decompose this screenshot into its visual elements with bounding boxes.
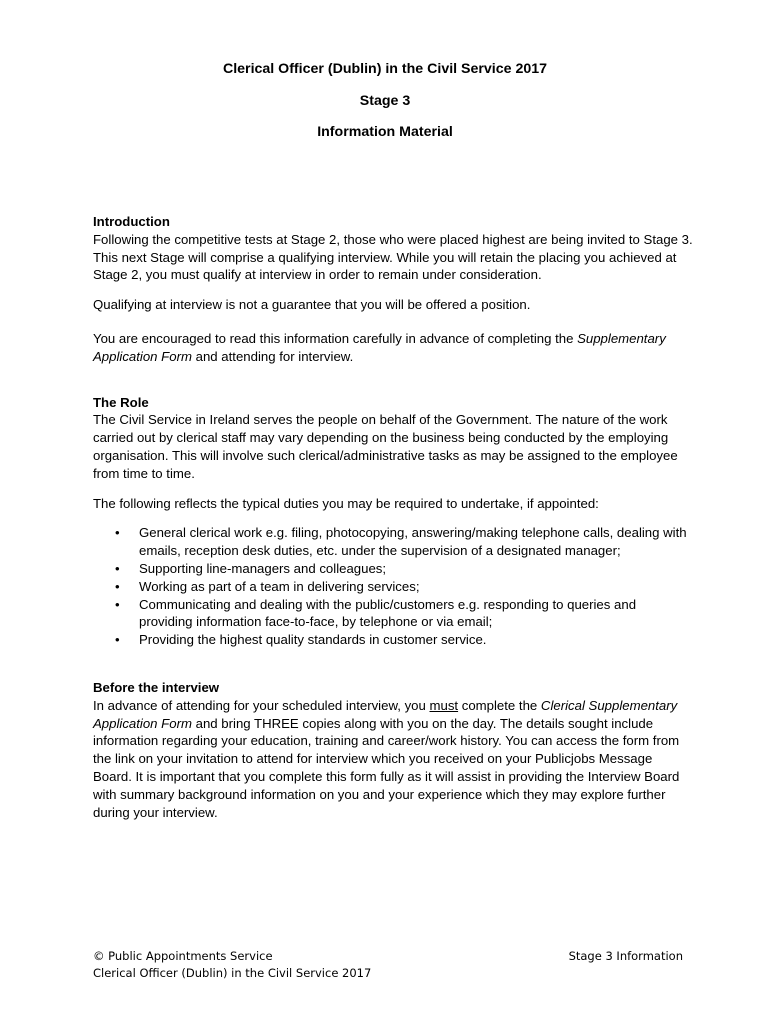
before-interview-text-3: and bring THREE copies along with you on the day. The details sought include information regarding your education, training and career/work history. You can access the form from the link on your invitation to attend for interview which you received on your Publicjobs Message Board. It is important that you complete this form fully as it will assist in providing the Interview Board with summary background information on you and your experience which they may explore further during your interview. xyxy=(93,715,680,820)
document-subtitle: Information Material xyxy=(317,124,453,140)
supplementary-form-name: Supplementary Application Form xyxy=(93,330,666,364)
duty-text: Supporting line-managers and colleagues; xyxy=(139,560,387,576)
list-item xyxy=(93,578,693,596)
duties-list xyxy=(93,524,693,649)
introduction-paragraph-2: Qualifying at interview is not a guarantee that you will be offered a position. xyxy=(93,297,531,313)
introduction-p3-start: You are encouraged to read this information carefully in advance of completing the xyxy=(93,330,578,346)
role-paragraph-2: The following reflects the typical duties you may be required to undertake, if appointed: xyxy=(93,495,599,511)
introduction-p3-end: and attending for interview. xyxy=(191,348,354,364)
role-section xyxy=(93,394,693,649)
before-interview-section xyxy=(93,679,693,821)
must-emphasis: must xyxy=(429,697,459,713)
list-item xyxy=(93,631,693,649)
document-title-block xyxy=(0,60,770,141)
list-item xyxy=(93,560,693,578)
bullet-icon: • xyxy=(115,525,120,541)
role-paragraph-1: The Civil Service in Ireland serves the people on behalf of the Government. The nature of the work carried out by clerical staff may vary depending on the business being conducted by the employing organisation. This will involve such clerical/administrative tasks as may be assigned to the employee from time to time. xyxy=(93,412,678,481)
list-item xyxy=(93,596,693,632)
bullet-icon: • xyxy=(115,596,120,612)
bullet-icon: • xyxy=(115,578,120,594)
footer-section-label: Stage 3 Information xyxy=(568,949,683,963)
before-interview-heading: Before the interview xyxy=(93,679,220,695)
introduction-paragraph-3 xyxy=(93,330,693,366)
bullet-icon: • xyxy=(115,560,120,576)
before-interview-text-1: In advance of attending for your scheduled interview, you xyxy=(93,697,430,713)
clerical-form-name: Clerical Supplementary Application Form xyxy=(93,697,678,731)
footer-copyright: © Public Appointments Service xyxy=(93,949,273,963)
footer-document-name: Clerical Officer (Dublin) in the Civil Service 2017 xyxy=(93,966,372,980)
introduction-section xyxy=(93,213,693,366)
before-interview-paragraph xyxy=(93,697,693,822)
before-interview-text-2: complete the xyxy=(458,697,541,713)
bullet-icon: • xyxy=(115,632,120,648)
introduction-heading: Introduction xyxy=(93,214,170,229)
stage-heading: Stage 3 xyxy=(359,93,411,109)
role-heading: The Role xyxy=(93,394,149,410)
list-item xyxy=(93,524,693,560)
duty-text: Providing the highest quality standards in customer service. xyxy=(139,632,487,648)
duty-text: Communicating and dealing with the public/customers e.g. responding to queries and providing information face-to-face, by telephone or via email; xyxy=(139,596,637,630)
document-title: Clerical Officer (Dublin) in the Civil Service 2017 xyxy=(222,61,548,77)
introduction-paragraph-1: Following the competitive tests at Stage 2, those who were placed highest are being invited to Stage 3. This next Stage will comprise a qualifying interview. While you will retain the placing you achieved at Stage 2, you must qualify at interview in order to remain under consideration. xyxy=(93,231,693,283)
duty-text: Working as part of a team in delivering services; xyxy=(139,578,420,594)
page-footer xyxy=(93,948,683,982)
duty-text: General clerical work e.g. filing, photocopying, answering/making telephone calls, dealing with emails, reception desk duties, etc. under the supervision of a designated manager; xyxy=(139,525,687,559)
document-body xyxy=(93,213,693,821)
